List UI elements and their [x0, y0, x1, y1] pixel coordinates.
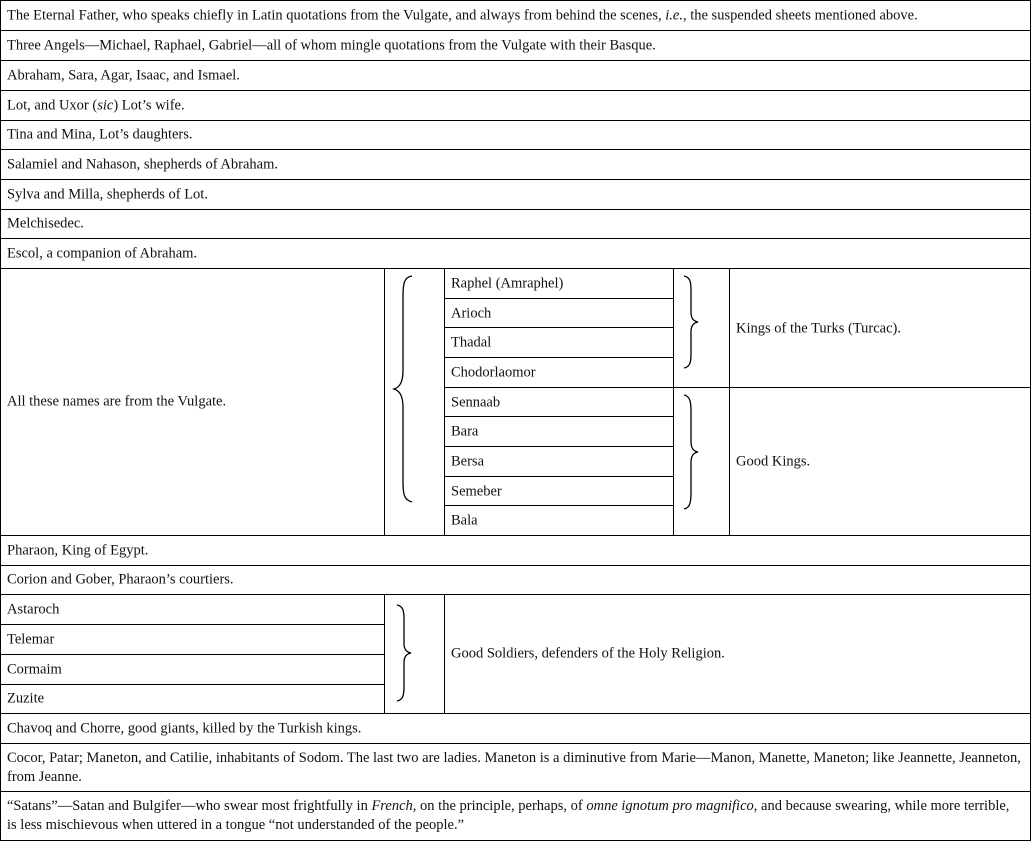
row-text: Chavoq and Chorre, good giants, killed by the Turkish kings.: [7, 720, 362, 736]
king-name: Thadal: [451, 334, 492, 350]
king-name-cell: [445, 269, 674, 299]
row-eternal-father: [0, 0, 1031, 31]
row-text: The Eternal Father, who speaks chiefly in Latin quotations from the Vulgate, and always from behind the scenes, i.e., the suspended sheets mentioned above.: [7, 7, 918, 23]
row-text: Cocor, Patar; Maneton, and Catilie, inhabitants of Sodom. The last two are ladies. Maneton is a diminutive from Marie—Manon, Manette, Maneton; like Jeannette, Jeanneton, from Jeanne.: [7, 749, 1021, 785]
right-brace-icon: [391, 603, 421, 703]
row-text: Tina and Mina, Lot’s daughters.: [7, 126, 193, 143]
kings-note-cell: [1, 269, 385, 535]
king-name-cell: [445, 357, 674, 387]
soldiers-block: [0, 594, 1031, 714]
king-name-cell: [445, 327, 674, 357]
kings-group-brace-cell: [673, 269, 730, 535]
row-sylva: [0, 179, 1031, 210]
king-name: Arioch: [451, 305, 492, 321]
good-kings-label: Good Kings.: [736, 453, 811, 469]
kings-names-column: [444, 269, 674, 535]
soldier-name: Astaroch: [7, 601, 60, 618]
row-text: Corion and Gober, Pharaon’s courtiers.: [7, 571, 234, 588]
king-name-cell: [445, 387, 674, 417]
king-name: Semeber: [451, 483, 502, 499]
soldier-name-cell: [1, 624, 385, 654]
turk-kings-label: Kings of the Turks (Turcac).: [736, 320, 902, 336]
kings-group-divider: [673, 387, 731, 388]
king-name-cell: [445, 298, 674, 328]
row-pharaon: [0, 535, 1031, 566]
soldier-name-cell: [1, 595, 385, 625]
king-name: Sennaab: [451, 394, 501, 410]
soldiers-brace-cell: [384, 595, 445, 713]
king-name-cell: [445, 446, 674, 476]
kings-labels-column: [729, 269, 1030, 535]
soldier-name-cell: [1, 684, 385, 713]
kings-brace-cell: [384, 269, 445, 535]
row-escol: [0, 238, 1031, 269]
row-text: Melchisedec.: [7, 215, 84, 232]
row-text: Escol, a companion of Abraham.: [7, 245, 198, 261]
king-name: Bala: [451, 512, 478, 528]
row-text: Pharaon, King of Egypt.: [7, 542, 149, 558]
row-salamiel: [0, 149, 1031, 180]
row-chavoq: [0, 713, 1031, 744]
turk-label-cell: [730, 269, 1031, 388]
row-satans: [0, 791, 1031, 841]
soldiers-label: Good Soldiers, defenders of the Holy Religion.: [451, 645, 725, 662]
row-corion: [0, 565, 1031, 595]
row-text: Three Angels—Michael, Raphael, Gabriel—all of whom mingle quotations from the Vulgate with their Basque.: [7, 37, 656, 53]
right-brace-icon: [678, 393, 708, 511]
right-brace-icon: [678, 274, 708, 370]
soldier-name-cell: [1, 654, 385, 684]
row-text: Lot, and Uxor (sic) Lot’s wife.: [7, 97, 185, 113]
kings-block: [0, 268, 1031, 536]
row-cocor: [0, 743, 1031, 792]
king-name: Bara: [451, 423, 479, 439]
row-text: Sylva and Milla, shepherds of Lot.: [7, 186, 208, 202]
king-name: Raphel (Amraphel): [451, 275, 564, 292]
row-melchisedec: [0, 209, 1031, 239]
soldier-name: Telemar: [7, 631, 55, 647]
soldiers-label-cell: [444, 595, 1030, 713]
kings-note: All these names are from the Vulgate.: [7, 393, 227, 410]
soldiers-names-column: [1, 595, 385, 713]
row-abraham: [0, 60, 1031, 91]
row-tina-mina: [0, 120, 1031, 150]
row-text: “Satans”—Satan and Bulgifer—who swear most frightfully in French, on the principle, perhaps, of omne ignotum pro magnifico, and because swearing, while more terrible, is less mischievous when uttered in a tongue “not understanded of the people.”: [7, 798, 1010, 833]
row-three-angels: [0, 30, 1031, 61]
king-name-cell: [445, 476, 674, 506]
row-text: Salamiel and Nahason, shepherds of Abraham.: [7, 156, 278, 172]
row-lot: [0, 90, 1031, 121]
good-label-cell: [729, 387, 1031, 535]
soldier-name: Cormaim: [7, 661, 62, 677]
king-name-cell: [445, 505, 674, 535]
king-name-cell: [445, 416, 674, 446]
king-name: Chodorlaomor: [451, 364, 536, 380]
left-brace-icon: [388, 274, 428, 504]
soldier-name: Zuzite: [7, 690, 45, 707]
king-name: Bersa: [451, 453, 485, 469]
row-text: Abraham, Sara, Agar, Isaac, and Ismael.: [7, 67, 240, 83]
